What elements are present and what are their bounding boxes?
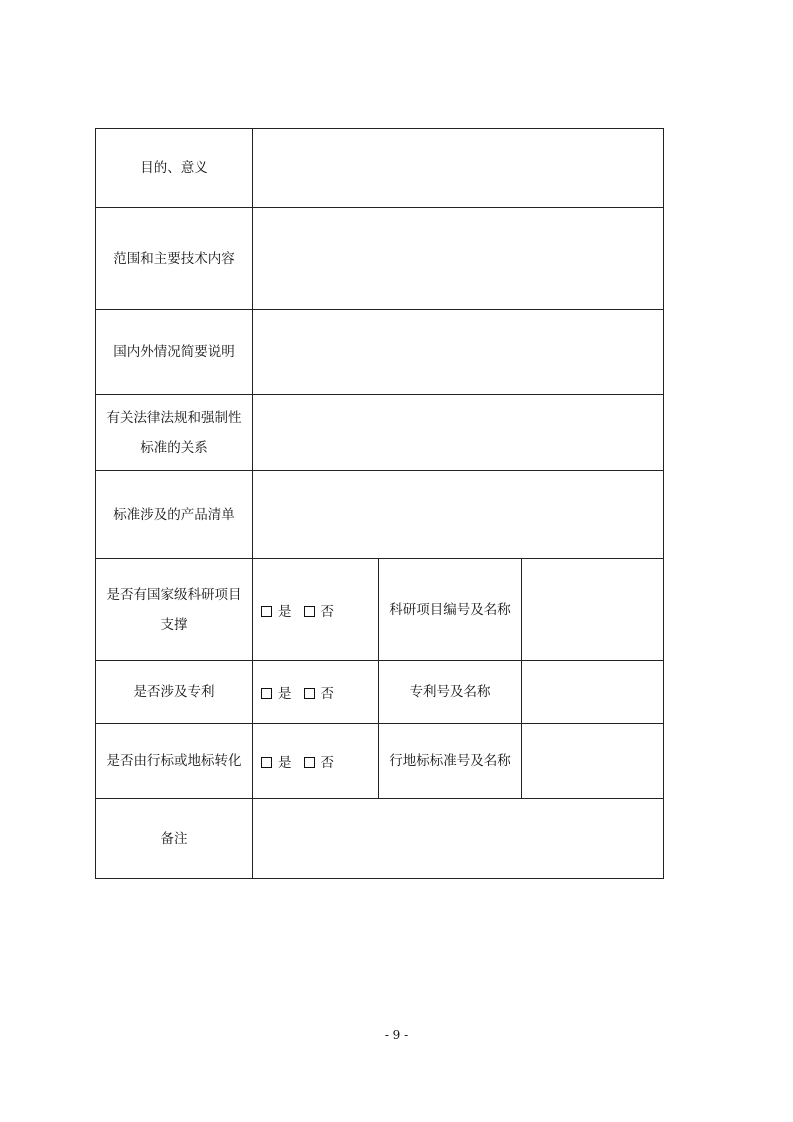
research-support-label: 是否有国家级科研项目支撑 (96, 559, 253, 661)
conversion-choice (253, 724, 379, 799)
research-project-label: 科研项目编号及名称 (379, 559, 522, 661)
yes-label: 是 (278, 755, 292, 771)
patent-number-label: 专利号及名称 (379, 661, 522, 724)
patent-yes-option[interactable] (261, 682, 292, 702)
research-project-field[interactable] (522, 559, 664, 661)
checkbox-icon[interactable] (304, 688, 315, 699)
laws-label: 有关法律法规和强制性标准的关系 (96, 395, 253, 471)
patent-field[interactable] (522, 661, 664, 724)
checkbox-icon[interactable] (304, 606, 315, 617)
products-label: 标准涉及的产品清单 (96, 471, 253, 559)
patent-label: 是否涉及专利 (96, 661, 253, 724)
row-remarks (96, 799, 664, 879)
yes-label: 是 (278, 603, 292, 620)
no-label: 否 (320, 603, 334, 620)
row-products (96, 471, 664, 559)
no-label: 否 (320, 686, 334, 702)
products-field[interactable] (253, 471, 664, 559)
patent-choice (253, 661, 379, 724)
remarks-label: 备注 (96, 799, 253, 879)
checkbox-icon[interactable] (304, 757, 315, 768)
page-number: - 9 - (384, 1028, 409, 1042)
conversion-field[interactable] (522, 724, 664, 799)
research-yes-option[interactable] (261, 600, 292, 620)
conversion-label: 是否由行标或地标转化 (96, 724, 253, 799)
laws-field[interactable] (253, 395, 664, 471)
row-purpose (96, 129, 664, 208)
conversion-number-label: 行地标标准号及名称 (379, 724, 522, 799)
research-support-choice (253, 559, 379, 661)
row-research-support (96, 559, 664, 661)
checkbox-icon[interactable] (261, 757, 272, 768)
purpose-label: 目的、意义 (96, 129, 253, 208)
no-label: 否 (320, 755, 334, 771)
conversion-no-option[interactable] (304, 751, 335, 771)
checkbox-icon[interactable] (261, 606, 272, 617)
research-no-option[interactable] (304, 600, 335, 620)
remarks-field[interactable] (253, 799, 664, 879)
yes-label: 是 (278, 686, 292, 702)
proposal-form-table (95, 128, 664, 879)
row-laws (96, 395, 664, 471)
scope-field[interactable] (253, 208, 664, 310)
purpose-field[interactable] (253, 129, 664, 208)
row-domestic-foreign (96, 310, 664, 395)
conversion-yes-option[interactable] (261, 751, 292, 771)
row-conversion (96, 724, 664, 799)
checkbox-icon[interactable] (261, 688, 272, 699)
domestic-foreign-field[interactable] (253, 310, 664, 395)
scope-label: 范围和主要技术内容 (96, 208, 253, 310)
domestic-foreign-label: 国内外情况简要说明 (96, 310, 253, 395)
patent-no-option[interactable] (304, 682, 335, 702)
row-scope (96, 208, 664, 310)
row-patent (96, 661, 664, 724)
